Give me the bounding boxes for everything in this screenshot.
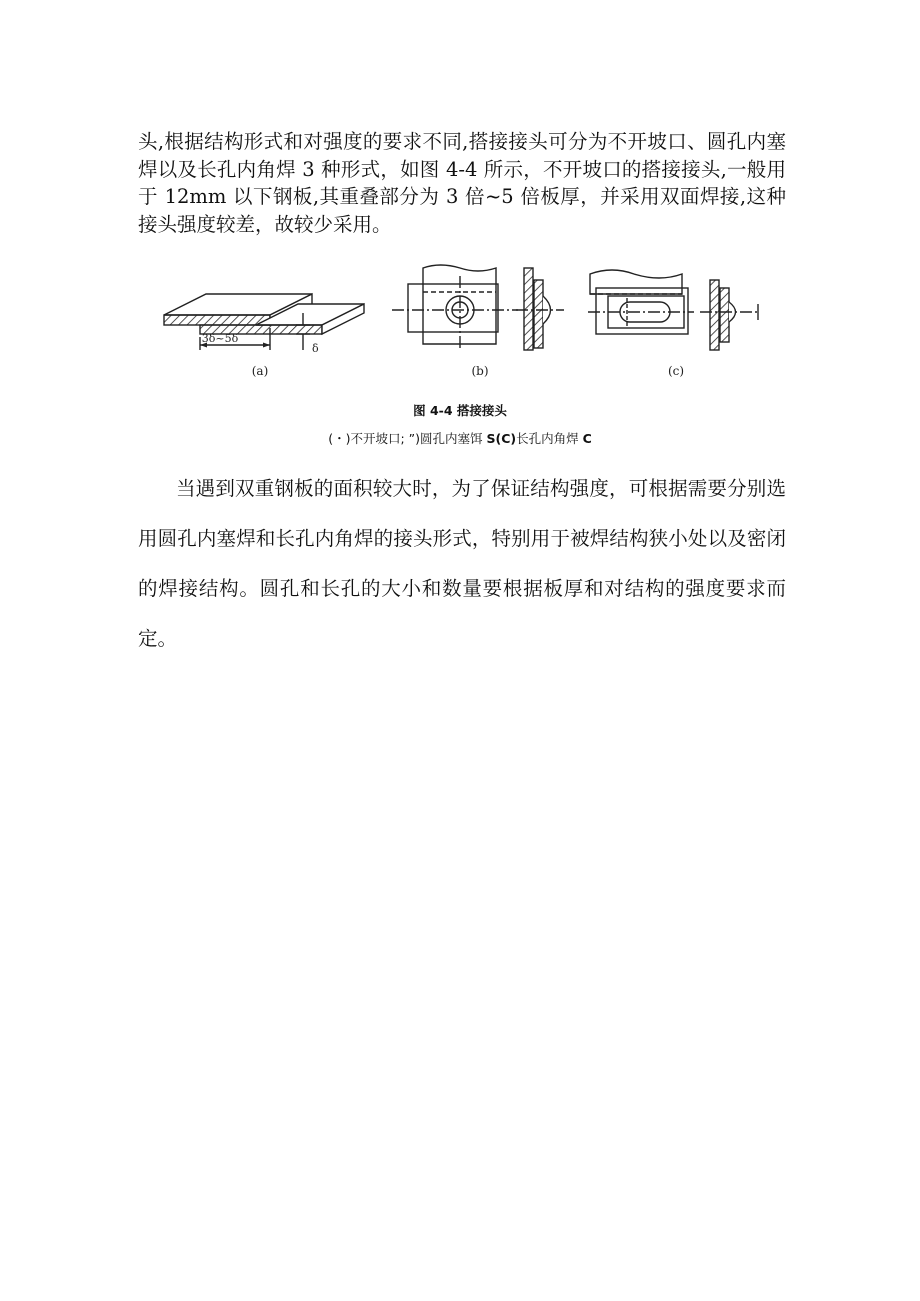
figure-caption-subtitle <box>0 429 920 447</box>
caption-sub-part-c: 长孔内角焊 <box>516 431 583 446</box>
panel-b-drawing <box>392 265 564 350</box>
caption-sub-part-a: (・)不开坡口; ”)圆孔内塞饵 <box>328 431 487 446</box>
panel-label-c: (c) <box>667 364 685 378</box>
thickness-label: δ <box>312 342 319 355</box>
lap-joint-figure <box>160 258 760 386</box>
figure-caption-title <box>0 401 920 419</box>
panel-c-drawing <box>588 270 760 350</box>
paragraph-1: 头,根据结构形式和对强度的要求不同,搭接接头可分为不开坡口、圆孔内塞焊以及长孔内角焊 3 种形式，如图 4-4 所示，不开坡口的搭接接头,一般用于 12mm 以下钢板,其重叠部分为 3 倍~5 倍板厚，并采用双面焊接,这种接头强度较差，故较少采用。 <box>138 130 786 236</box>
caption-sub-part-d: C <box>582 431 592 446</box>
caption-title-text: 图 4-4 搭接接头 <box>413 403 507 418</box>
dimension-label: 3δ~5δ <box>201 332 239 345</box>
caption-sub-part-b: S(C) <box>486 431 517 446</box>
panel-label-b: (b) <box>471 364 489 378</box>
paragraph-2: 当遇到双重钢板的面积较大时，为了保证结构强度，可根据需要分别选用圆孔内塞焊和长孔内角焊的接头形式，特别用于被焊结构狭小处以及密闭的焊接结构。圆孔和长孔的大小和数量要根据板厚和对结构的强度要求而定。 <box>138 477 786 650</box>
panel-a-drawing <box>164 294 364 350</box>
panel-label-a: (a) <box>251 364 269 378</box>
figure-drawing <box>160 258 760 386</box>
